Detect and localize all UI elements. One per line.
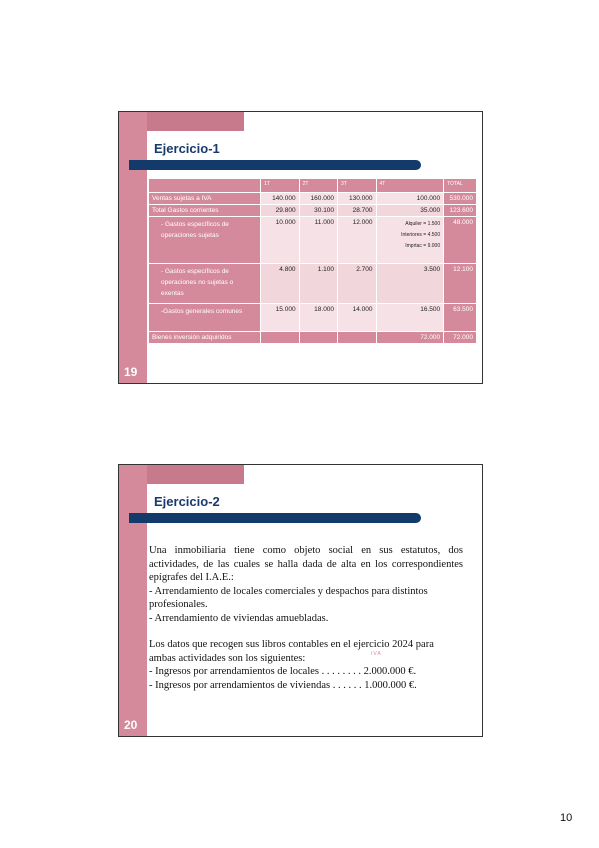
list-item: - Ingresos por arrendamientos de locales . . . . . . . . 2.000.000 €.	[149, 666, 417, 677]
table-cell	[299, 332, 337, 344]
table-row	[149, 205, 477, 217]
table-cell: 100.000	[376, 193, 444, 205]
title-underline-bar	[129, 160, 421, 170]
title-underline-bar	[129, 513, 421, 523]
total-cell: 12.100	[444, 264, 477, 304]
table-cell: 12.000	[338, 217, 376, 264]
note-line: Alquiler = 1.500	[405, 221, 441, 227]
row-label: - Gastos específicos de operaciones no sujetas o exentas	[149, 264, 261, 304]
row-label: Ventas sujetas a IVA	[149, 193, 261, 205]
row-label: Bienes inversión adquiridos	[149, 332, 261, 344]
table-cell	[261, 332, 299, 344]
table-cell: 160.000	[299, 193, 337, 205]
table-cell: 130.000	[338, 193, 376, 205]
slide-topbar	[119, 465, 244, 484]
table-cell: 10.000	[261, 217, 299, 264]
header-cell	[149, 179, 261, 193]
exercise-text	[149, 544, 463, 692]
slide-19	[118, 111, 483, 384]
slide-20	[118, 464, 483, 737]
page-number: 10	[560, 812, 573, 824]
slide-title: Ejercicio-1	[154, 141, 220, 156]
table-cell: 2.700	[338, 264, 376, 304]
table-header-row	[149, 179, 477, 193]
header-cell: 4T	[376, 179, 444, 193]
table-cell: 35.000	[376, 205, 444, 217]
notes-cell	[376, 217, 444, 264]
slide-topbar	[119, 112, 244, 131]
total-cell: 530.000	[444, 193, 477, 205]
total-cell: 63.500	[444, 304, 477, 332]
slide-number: 20	[124, 718, 138, 732]
table-row	[149, 193, 477, 205]
note-line: Interiores = 4.500	[401, 232, 441, 238]
table-row	[149, 264, 477, 304]
table-cell: 1.100	[299, 264, 337, 304]
table-cell: 30.100	[299, 205, 337, 217]
note-line: Imprtac = 9.000	[405, 243, 441, 249]
slide-number: 19	[124, 365, 138, 379]
handwritten-annotation: IVA	[371, 651, 382, 657]
slide-title: Ejercicio-2	[154, 494, 220, 509]
table-row	[149, 217, 477, 264]
quarterly-table	[148, 178, 477, 344]
total-cell: 48.000	[444, 217, 477, 264]
paragraph: Los datos que recogen sus libros contables en el ejercicio 2024 para ambas actividades son los siguientes:	[149, 639, 434, 664]
table-cell: 11.000	[299, 217, 337, 264]
list-item: - Arrendamiento de viviendas amuebladas.	[149, 612, 329, 624]
table-cell: 16.500	[376, 304, 444, 332]
header-cell: 2T	[299, 179, 337, 193]
table-cell: 29.800	[261, 205, 299, 217]
table-cell: 28.700	[338, 205, 376, 217]
list-item: - Ingresos por arrendamientos de viviendas . . . . . . 1.000.000 €.	[149, 679, 417, 691]
row-label: Total Gastos corrientes	[149, 205, 261, 217]
table-cell: 140.000	[261, 193, 299, 205]
slide-sidebar	[119, 112, 147, 383]
paragraph: Una inmobiliaria tiene como objeto social en sus estatutos, dos actividades, de las cuales se halla dada de alta en los correspondientes epígrafes del I.A.E.:	[149, 545, 463, 583]
table-cell: 72.000	[376, 332, 444, 344]
list-item: - Arrendamiento de locales comerciales y despachos para distintos profesionales.	[149, 585, 428, 610]
table-row	[149, 332, 477, 344]
total-cell: 72.000	[444, 332, 477, 344]
header-cell: 1T	[261, 179, 299, 193]
table-cell	[338, 332, 376, 344]
total-cell: 123.600	[444, 205, 477, 217]
table-cell: 14.000	[338, 304, 376, 332]
table-row	[149, 304, 477, 332]
table-cell: 4.800	[261, 264, 299, 304]
header-cell: 3T	[338, 179, 376, 193]
table-cell: 15.000	[261, 304, 299, 332]
row-label: -Gastos generales comunes	[149, 304, 261, 332]
row-label: - Gastos específicos de operaciones sujetas	[149, 217, 261, 264]
header-cell: TOTAL	[444, 179, 477, 193]
slide-sidebar	[119, 465, 147, 736]
table-cell: 18.000	[299, 304, 337, 332]
table-cell: 3.500	[376, 264, 444, 304]
